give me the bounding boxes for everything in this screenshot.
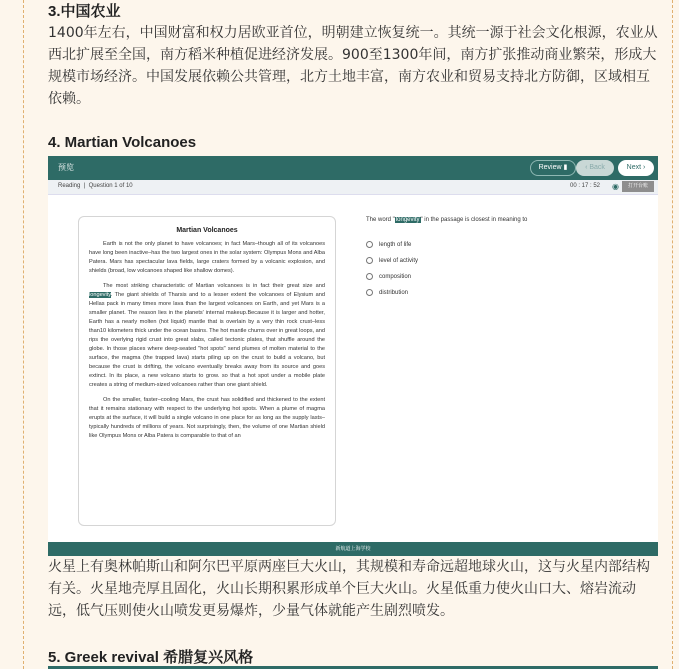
- right-dashed-border: [672, 0, 673, 669]
- status-separator: |: [83, 183, 86, 189]
- option-label: composition: [379, 274, 412, 281]
- radio-icon[interactable]: [366, 241, 373, 248]
- section-3-title: 3.中国农业: [48, 3, 121, 20]
- question-highlight: longevity: [395, 217, 420, 223]
- chevron-right-icon: ›: [643, 164, 646, 171]
- p2-before: The most striking characteristic of Martian volcanoes is in fact their great size and: [103, 283, 325, 289]
- section-3-text: 1400年左右，中国财富和权力居欧亚首位，明朝建立恢复统一。其统一源于社会文化根源，农业从西北扩展至全国，南方稻米种植促进经济发展。900至1300年间，南方扩张推动商业繁荣，形成大规模市场经济。中国发展依赖公共管理，北方土地丰富，南方农业和贸易支持北方防御，区域相互依赖。: [48, 25, 658, 107]
- next-label: Next: [626, 164, 642, 171]
- question-text: [366, 217, 527, 223]
- highlighted-word: longevity: [89, 292, 111, 298]
- question-status: [58, 183, 133, 189]
- screenshot-topbar: [48, 156, 658, 180]
- review-label: Review: [538, 164, 562, 171]
- answer-option[interactable]: [366, 257, 418, 264]
- radio-icon[interactable]: [366, 273, 373, 280]
- option-label: length of life: [379, 242, 412, 249]
- toefl-screenshot: [48, 156, 658, 556]
- next-button[interactable]: [618, 160, 654, 176]
- answer-option[interactable]: [366, 273, 411, 280]
- question-after: " in the passage is closest in meaning to: [420, 217, 528, 223]
- back-label: Back: [589, 164, 605, 171]
- topbar-title: 预览: [58, 163, 74, 172]
- question-counter: Question 1 of 10: [88, 183, 133, 189]
- section-5-title: 5. Greek revival 希腊复兴风格: [48, 649, 254, 666]
- question-before: The word ": [366, 217, 395, 223]
- left-dashed-border: [23, 0, 24, 669]
- passage-paragraph-2: [89, 282, 325, 390]
- screenshot-footer: 新航道上海学校: [48, 542, 658, 556]
- chevron-left-icon: ‹: [585, 164, 588, 171]
- section-4-title: 4. Martian Volcanoes: [48, 134, 197, 151]
- p2-after: . The giant shields of Tharsis and to a lesser extent the volcanoes of Elysium and Hellas pack in many times more lava than the largest volcanoes on Earth, and yet Mars is a smaller planet. The reason lies in the planets' internal makeup.Because it is larger and hotter, Earth has a nearly molten (hot liquid) mantle that is overlain by a very thin rock crust–less than10 kilometers thick under the ocean basins. The hot mantle churns over in great loops, and rips the overlying rigid crust into great slabs, called tectonic plates, that shuffle around the globe. In those places where deep-seated "hot spots" send plumes of molten material to the surface, the magma (the trapped lava) starts piling up on the crust to build a volcano, but because the crust is drifting, the volcano eventually breaks away from its source and goes extinct. In its place, a new volcano starts to grow. so that a hot spot under a mobile plate creates a string of medium-sized volcanoes rather than one giant shield.: [89, 292, 325, 388]
- passage-title: Martian Volcanoes: [176, 227, 238, 234]
- radio-icon[interactable]: [366, 257, 373, 264]
- toggle-notes-button[interactable]: 打开台账: [622, 181, 654, 192]
- radio-icon[interactable]: [366, 289, 373, 296]
- review-button[interactable]: [530, 160, 576, 176]
- section-label: Reading: [58, 183, 81, 189]
- back-button[interactable]: [576, 160, 614, 176]
- passage-paragraph-1: Earth is not the only planet to have volcanoes; in fact Mars–though all of its volcanoes have long been inactive–has the two largest ones in the solar system: Olympus Mons and Alba Patera. Mars has spectacular lava fields, large craters formed by a volcanic explosion, and shields (broad, low volcanoes shaped like shallow domes).: [89, 241, 325, 274]
- option-label: distribution: [379, 290, 409, 297]
- timer: 00 : 17 : 52: [570, 183, 601, 189]
- section-4-summary: 火星上有奥林帕斯山和阿尔巴平原两座巨大火山，其规模和寿命远超地球火山，这与火星内部结构有关。火星地壳厚且固化，火山长期积累形成单个巨大火山。火星低重力使火山口大、熔岩流动远，低气压则使火山喷发更易爆炸，少量气体就能产生剧烈喷发。: [48, 559, 650, 619]
- screenshot-subbar: [48, 180, 658, 195]
- eye-icon[interactable]: ◉: [612, 182, 619, 191]
- bookmark-icon: ▮: [563, 164, 568, 171]
- answer-option[interactable]: [366, 241, 411, 248]
- option-label: level of activity: [379, 258, 419, 265]
- passage-paragraph-3: On the smaller, faster–cooling Mars, the crust has solidified and thickened to the extent that it remains stationary with respect to the underlying hot spots. When a plume of magma erupts at the surface, it will build a single volcano in one place for as long as the supply lasts–typically hundreds of millions of years. Not surprisingly, then, the volume of one Martian shield like Olympus Mons or Alba Patera is comparable to that of an: [89, 397, 325, 439]
- reading-passage: [78, 216, 336, 526]
- answer-option[interactable]: [366, 289, 408, 296]
